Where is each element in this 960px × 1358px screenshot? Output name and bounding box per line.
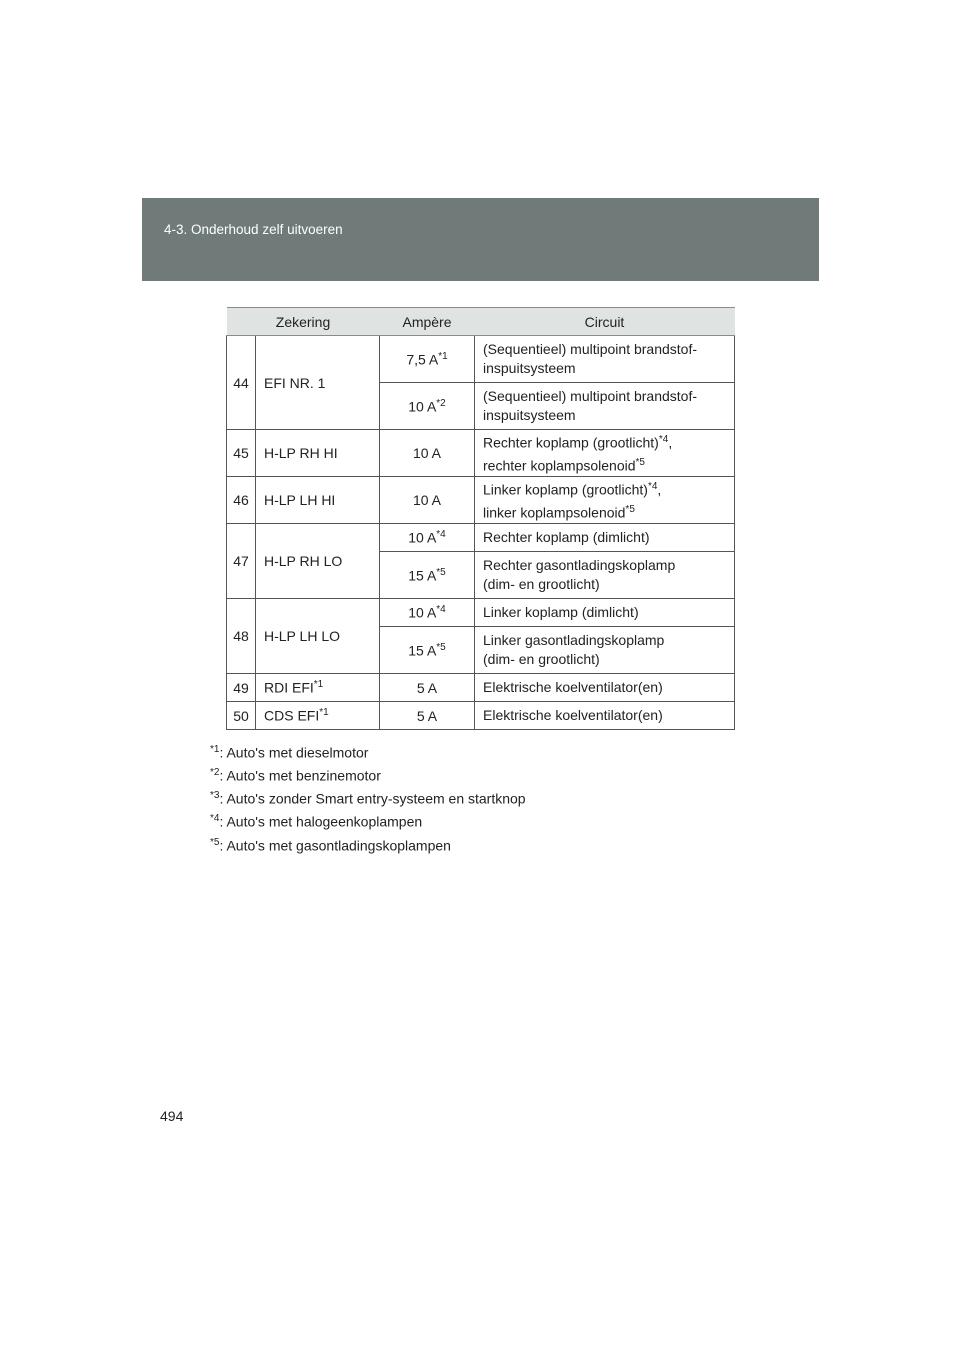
footnote-text: : Auto's met halogeenkoplampen (219, 814, 423, 831)
fuse-name: CDS EFI (264, 707, 320, 724)
footnote-text: : Auto's met gasontladingskoplampen (219, 837, 451, 854)
circuit-punct: , (668, 435, 673, 451)
footnote-ref: *5 (635, 457, 645, 468)
fuse-number-cell: 45 (227, 430, 256, 477)
footnote-mark: *5 (210, 836, 220, 848)
fuse-name: H-LP RH HI (264, 445, 338, 461)
footnote-ref: *4 (658, 434, 669, 446)
fuse-name-cell (256, 336, 380, 430)
ampere-cell (380, 702, 475, 730)
circuit-cell (475, 674, 735, 702)
ampere-cell (380, 627, 475, 674)
section-title: 4-3. Onderhoud zelf uitvoeren (164, 222, 343, 237)
circuit-text: Linker gasontladingskoplamp (483, 632, 665, 648)
column-header-ampere: Ampère (380, 308, 475, 336)
circuit-cell (475, 552, 735, 599)
footnote-ref: *2 (436, 397, 446, 409)
circuit-cell (475, 702, 735, 730)
footnote-ref: *1 (319, 707, 329, 719)
fuse-name-cell (256, 524, 380, 599)
footnote-ref: *1 (438, 350, 448, 362)
fuse-table (226, 307, 735, 730)
column-header-circuit: Circuit (475, 308, 735, 336)
ampere-value: 7,5 A (406, 351, 439, 368)
ampere-value: 10 A (412, 492, 442, 508)
ampere-value: 10 A (408, 529, 437, 546)
table-row (227, 477, 735, 524)
footnote-ref: *4 (436, 604, 446, 616)
ampere-value: 10 A (408, 604, 437, 621)
circuit-text-line2: inspuitsysteem (483, 360, 576, 376)
circuit-text: Elektrische koelventilator(en) (483, 707, 663, 723)
ampere-value: 15 A (408, 642, 437, 659)
table-row (227, 599, 735, 627)
table-header-row (227, 308, 735, 336)
circuit-punct: , (657, 482, 662, 498)
circuit-cell (475, 599, 735, 627)
footnote-item (210, 786, 526, 809)
ampere-cell (380, 336, 475, 383)
table-row (227, 336, 735, 383)
footnote-ref: *4 (647, 481, 658, 493)
ampere-value: 5 A (416, 679, 438, 696)
table-row (227, 702, 735, 730)
circuit-text: (Sequentieel) multipoint brandstof- (483, 388, 698, 404)
fuse-number-cell: 49 (227, 674, 256, 702)
section-header-band (142, 198, 819, 281)
fuse-name-cell (256, 702, 380, 730)
table-row (227, 674, 735, 702)
fuse-name: H-LP LH LO (264, 628, 340, 644)
ampere-cell (380, 599, 475, 627)
page-number: 494 (160, 1108, 184, 1124)
footnote-ref: *5 (436, 641, 446, 653)
footnotes (210, 740, 526, 856)
ampere-cell (380, 674, 475, 702)
fuse-number-cell: 47 (227, 524, 256, 599)
fuse-name: RDI EFI (264, 679, 314, 696)
circuit-text-line2: rechter koplampsolenoid (483, 457, 636, 474)
footnote-ref: *1 (313, 679, 324, 691)
footnote-ref: *5 (625, 504, 635, 515)
fuse-number-cell: 50 (227, 702, 256, 730)
footnote-item (210, 809, 526, 832)
fuse-name-cell (256, 430, 380, 477)
table-row (227, 430, 735, 477)
footnote-mark: *2 (210, 767, 220, 779)
circuit-text: Rechter gasontladingskoplamp (483, 557, 676, 573)
fuse-number-cell: 48 (227, 599, 256, 674)
circuit-cell (475, 430, 735, 477)
circuit-text-line2: linker koplampsolenoid (483, 504, 626, 521)
footnote-mark: *4 (210, 813, 220, 825)
fuse-name: H-LP RH LO (264, 553, 343, 569)
circuit-text: (Sequentieel) multipoint brandstof- (483, 341, 698, 357)
circuit-text-line2: (dim- en grootlicht) (483, 576, 600, 592)
footnote-item (210, 740, 526, 763)
circuit-text-line2: (dim- en grootlicht) (483, 651, 600, 667)
footnote-ref: *5 (436, 566, 446, 578)
footnote-item (210, 833, 526, 856)
footnote-text: : Auto's met dieselmotor (219, 744, 369, 761)
footnote-ref: *4 (436, 529, 446, 541)
fuse-number-cell: 46 (227, 477, 256, 524)
ampere-cell (380, 477, 475, 524)
footnote-text: : Auto's met benzinemotor (219, 767, 381, 784)
ampere-cell (380, 383, 475, 430)
footnote-item (210, 763, 526, 786)
circuit-cell (475, 627, 735, 674)
ampere-value: 5 A (416, 707, 438, 724)
fuse-name: EFI NR. 1 (264, 374, 326, 391)
fuse-number-cell: 44 (227, 336, 256, 430)
ampere-cell (380, 552, 475, 599)
circuit-text: Rechter koplamp (grootlicht) (483, 435, 659, 451)
fuse-name-cell (256, 477, 380, 524)
fuse-name-cell (256, 599, 380, 674)
circuit-cell (475, 383, 735, 430)
fuse-name: H-LP LH HI (264, 492, 336, 508)
circuit-cell (475, 336, 735, 383)
footnote-mark: *3 (210, 790, 220, 802)
ampere-cell (380, 430, 475, 477)
circuit-text: Linker koplamp (grootlicht) (483, 482, 648, 498)
ampere-value: 15 A (408, 567, 437, 584)
ampere-cell (380, 524, 475, 552)
fuse-name-cell (256, 674, 380, 702)
column-header-fuse: Zekering (227, 308, 380, 336)
circuit-text: Elektrische koelventilator(en) (483, 679, 663, 695)
circuit-text: Rechter koplamp (dimlicht) (483, 529, 650, 545)
table-row (227, 524, 735, 552)
circuit-cell (475, 477, 735, 524)
ampere-value: 10 A (412, 445, 442, 461)
footnote-mark: *1 (210, 744, 220, 755)
ampere-value: 10 A (408, 398, 437, 415)
footnote-text: : Auto's zonder Smart entry-systeem en startknop (219, 790, 526, 807)
circuit-cell (475, 524, 735, 552)
circuit-text: Linker koplamp (dimlicht) (483, 604, 639, 620)
circuit-text-line2: inspuitsysteem (483, 407, 576, 423)
